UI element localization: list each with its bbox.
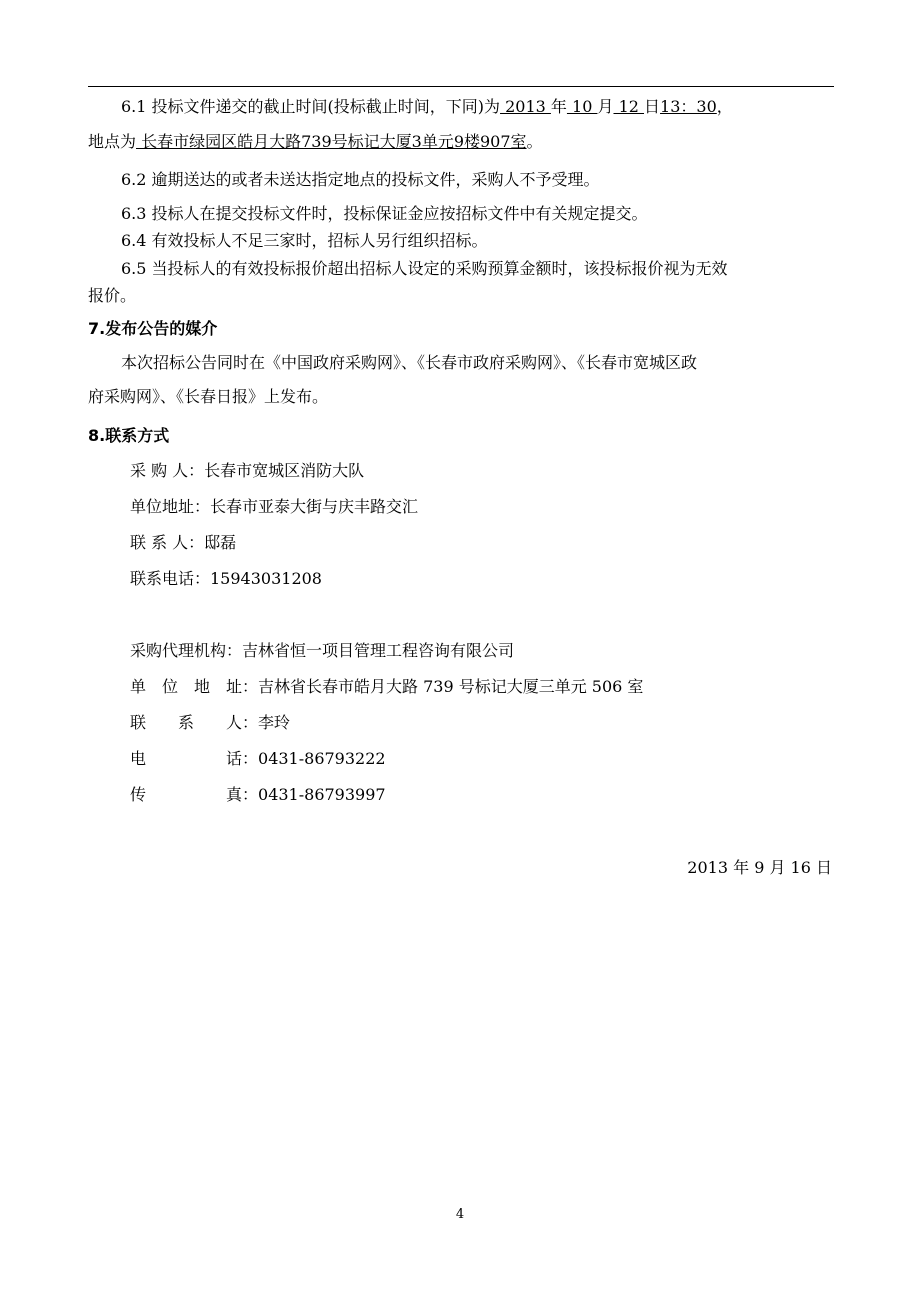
deadline-day: 12: [613, 97, 645, 116]
agency-fax-value: 0431-86793997: [258, 785, 386, 804]
agency-tel: [130, 749, 386, 769]
comma: ，: [716, 97, 733, 116]
year-unit: 年: [550, 97, 567, 116]
location-label: 地点为: [88, 132, 137, 151]
clause-6-1-text: 6.1 投标文件递交的截止时间(投标截止时间，下同)为: [121, 97, 501, 116]
agency-contact-value: 李玲: [258, 713, 291, 732]
deadline-month: 10: [566, 97, 598, 116]
section-7-line1: 本次招标公告同时在《中国政府采购网》、《长春市政府采购网》、《长春市宽城区政: [121, 353, 698, 372]
clause-6-1-line1: [121, 97, 733, 117]
agency-contact: [130, 713, 290, 733]
purchaser-address: 单位地址：长春市亚泰大街与庆丰路交汇: [130, 497, 419, 516]
period: 。: [526, 132, 543, 151]
agency-tel-value: 0431-86793222: [258, 749, 386, 768]
document-date: 2013 年 9 月 16 日: [687, 858, 832, 877]
purchaser-phone: 联系电话：15943031208: [130, 569, 322, 588]
deadline-time: 13：30: [660, 97, 717, 116]
day-unit: 日: [644, 97, 661, 116]
agency-fax-label: 传 真：: [130, 785, 259, 804]
agency-tel-label: 电 话：: [130, 749, 259, 768]
submission-location: 长春市绿园区皓月大路739号标记大厦3单元9楼907室: [136, 132, 527, 151]
clause-6-5-line1: 6.5 当投标人的有效投标报价超出招标人设定的采购预算金额时，该投标报价视为无效: [121, 259, 728, 278]
page-number: 4: [455, 1207, 465, 1222]
clause-6-4: 6.4 有效投标人不足三家时，招标人另行组织招标。: [121, 231, 488, 250]
clause-6-2: 6.2 逾期送达的或者未送达指定地点的投标文件，采购人不予受理。: [121, 170, 600, 189]
month-unit: 月: [597, 97, 614, 116]
section-7-line2: 府采购网》、《长春日报》上发布。: [88, 387, 329, 406]
section-7-heading: 7.发布公告的媒介: [88, 319, 218, 338]
clause-6-5-line2: 报价。: [88, 286, 137, 305]
clause-6-1-line2: [88, 132, 543, 152]
agency-fax: [130, 785, 386, 805]
purchaser: 采 购 人：长春市宽城区消防大队: [130, 461, 365, 480]
agency-address: 单 位 地 址：吉林省长春市皓月大路 739 号标记大厦三单元 506 室: [130, 677, 644, 696]
agency-name: 采购代理机构：吉林省恒一项目管理工程咨询有限公司: [130, 641, 515, 660]
header-rule: [88, 86, 834, 87]
section-8-heading: 8.联系方式: [88, 426, 170, 445]
purchaser-contact: 联 系 人：邸磊: [130, 533, 237, 552]
agency-contact-label: 联 系 人：: [130, 713, 259, 732]
deadline-year: 2013: [500, 97, 551, 116]
clause-6-3: 6.3 投标人在提交投标文件时，投标保证金应按招标文件中有关规定提交。: [121, 204, 648, 223]
